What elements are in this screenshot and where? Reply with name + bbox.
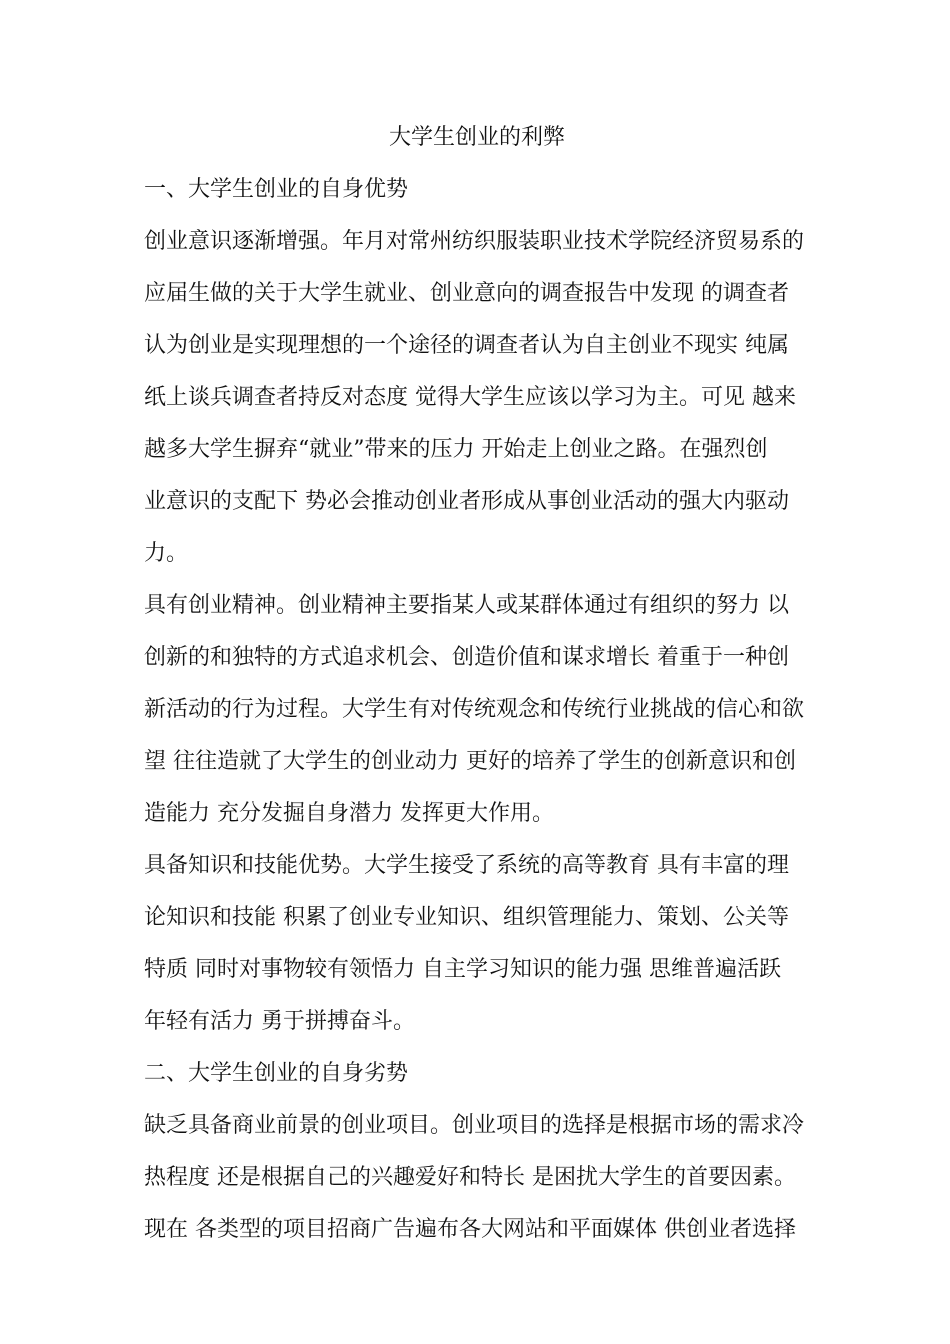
text-line: 具有创业精神。创业精神主要指某人或某群体通过有组织的努力 以	[144, 593, 789, 618]
section-heading-disadvantages: 二、大学生创业的自身劣势	[144, 1061, 409, 1086]
text-line: 具备知识和技能优势。大学生接受了系统的高等教育 具有丰富的理	[144, 853, 789, 878]
text-line: 业意识的支配下 势必会推动创业者形成从事创业活动的强大内驱动	[144, 489, 789, 514]
text-line: 年轻有活力 勇于拼搏奋斗。	[144, 1009, 415, 1034]
text-line: 创业意识逐渐增强。年月对常州纺织服装职业技术学院经济贸易系的	[144, 229, 805, 254]
text-line: 论知识和技能 积累了创业专业知识、组织管理能力、策划、公关等	[144, 905, 789, 930]
text-line: 力。	[144, 541, 189, 566]
text-line: 新活动的行为过程。大学生有对传统观念和传统行业挑战的信心和欲	[144, 697, 805, 722]
text-line: 缺乏具备商业前景的创业项目。创业项目的选择是根据市场的需求冷	[144, 1113, 805, 1138]
text-line: 热程度 还是根据自己的兴趣爱好和特长 是困扰大学生的首要因素。	[144, 1165, 796, 1190]
text-line: 应届生做的关于大学生就业、创业意向的调查报告中发现 的调查者	[144, 281, 789, 306]
text-line: 认为创业是实现理想的一个途径的调查者认为自主创业不现实 纯属	[144, 333, 789, 358]
section-heading-advantages: 一、大学生创业的自身优势	[144, 177, 409, 202]
text-line: 造能力 充分发掘自身潜力 发挥更大作用。	[144, 801, 554, 826]
document-title: 大学生创业的利弊	[388, 125, 565, 150]
text-line: 望 往往造就了大学生的创业动力 更好的培养了学生的创新意识和创	[144, 749, 796, 774]
text-line: 越多大学生摒弃“就业”带来的压力 开始走上创业之路。在强烈创	[144, 437, 768, 462]
document-body	[144, 112, 810, 1256]
text-line: 创新的和独特的方式追求机会、创造价值和谋求增长 着重于一种创	[144, 645, 789, 670]
text-line: 纸上谈兵调查者持反对态度 觉得大学生应该以学习为主。可见 越来	[144, 385, 796, 410]
text-line: 现在 各类型的项目招商广告遍布各大网站和平面媒体 供创业者选择	[144, 1217, 796, 1242]
text-line: 特质 同时对事物较有领悟力 自主学习知识的能力强 思维普遍活跃	[144, 957, 781, 982]
